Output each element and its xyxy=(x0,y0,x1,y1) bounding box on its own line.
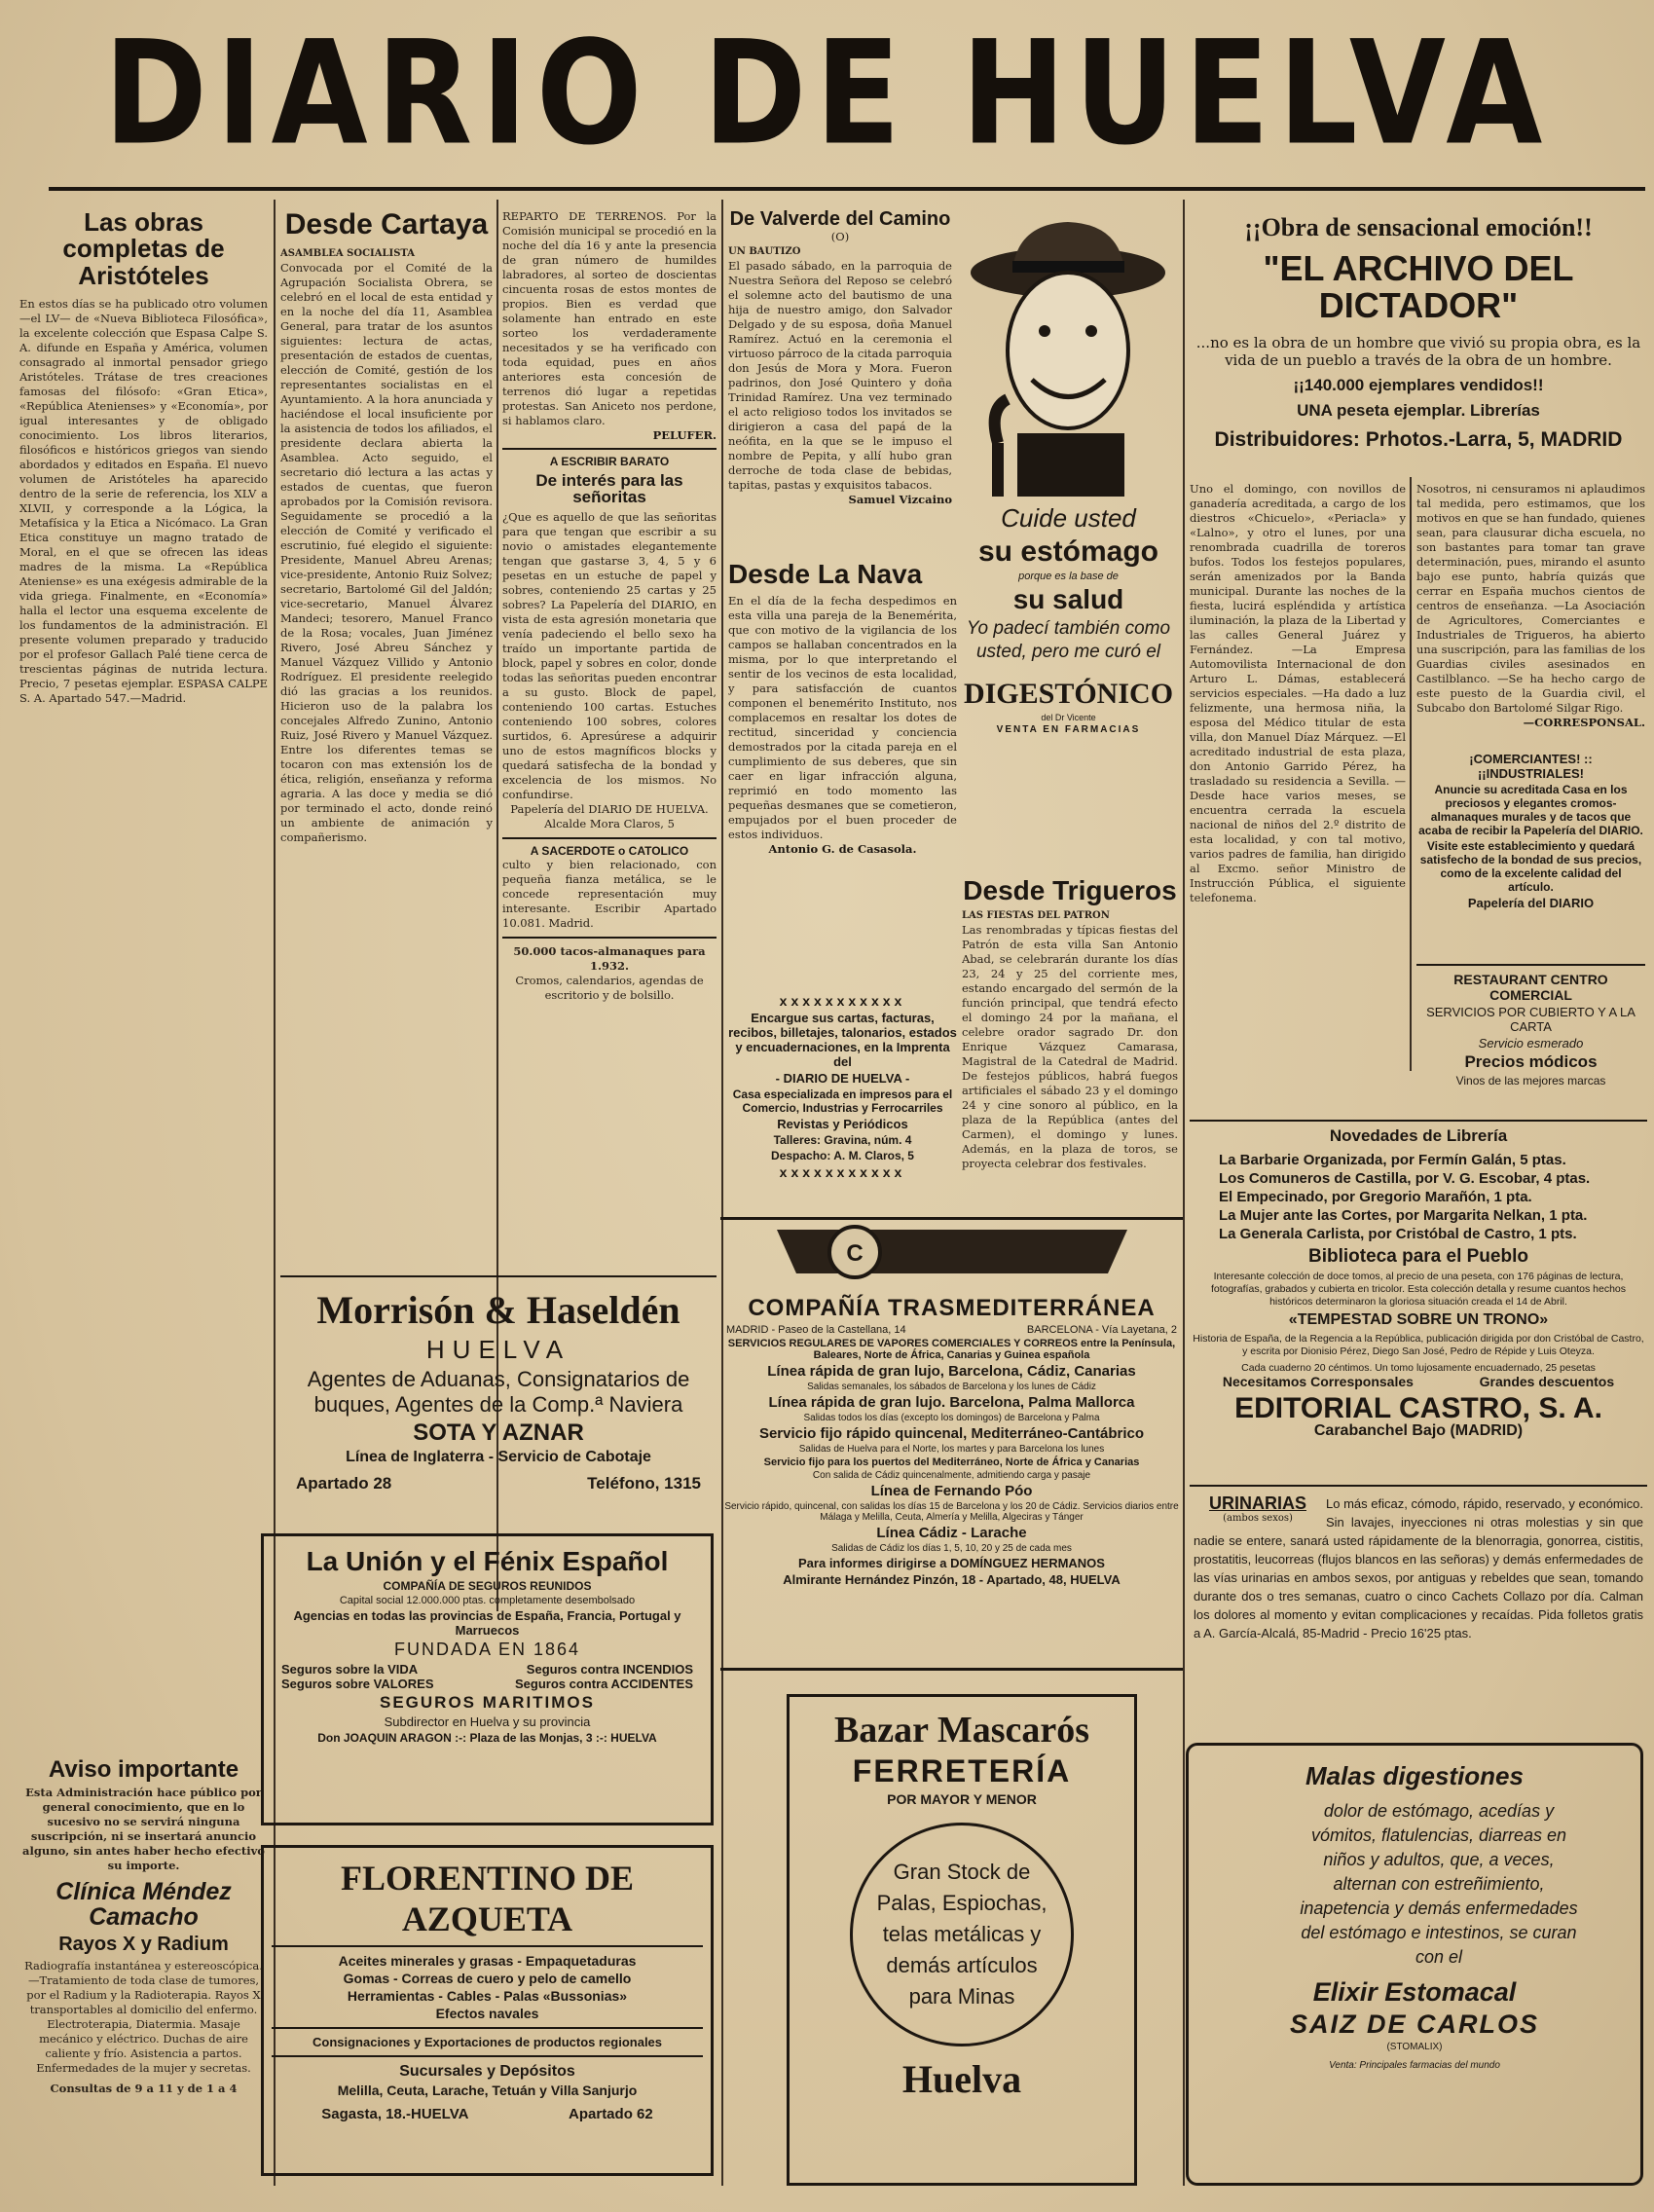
libreria-subtitle: Biblioteca para el Pueblo xyxy=(1308,1245,1528,1267)
azqueta-line6: Sucursales y Depósitos xyxy=(399,2063,575,2080)
restaurant-line3: Servicio esmerado xyxy=(1478,1036,1584,1051)
compania-addr-madrid: MADRID - Paseo de la Castellana, 14 xyxy=(726,1324,906,1336)
ad-imprenta xyxy=(728,993,957,1212)
ad-malas-digestiones xyxy=(1186,1743,1643,2186)
barato-body: ¿Que es aquello de que las señoritas para que tengan que escribir a su novio o amistades elegantemente tengan que gastarse 3, 4, 5 y 6 pesetas en un estuche de papel y sobres, conteniendo 25 cartas y 25 sobres? La Papelería del DIARIO, en vista de esta agresión monetaria que venía padeciendo el bello sexo ha traído un importante partida de block, papel y sobres en color, donde todas las señoritas pueden encontrar a su gusto. Block de papel, conteniendo 100 cartas. Estuches conteniendo 100 sobres, colores surtidos, 6. Apresúrese a adquirir uno de estos magníficos blocks y quedará satisfecha de la bondad y excelencia de los mismos. No confundirse. xyxy=(502,510,717,802)
union-line3: Agencias en todas las provincias de España, Francia, Portugal y Marruecos xyxy=(293,1608,681,1638)
azqueta-line5: Consignaciones y Exportaciones de productos regionales xyxy=(312,2035,663,2049)
trigueros-subhead: LAS FIESTAS DEL PATRON xyxy=(962,910,1110,922)
compania-line4: Línea rápida de gran lujo. Barcelona, Palma Mallorca xyxy=(768,1394,1135,1411)
compania-line13: Salidas de Cádiz los días 1, 5, 10, 20 y 25 de cada mes xyxy=(831,1543,1072,1554)
clinica-title: Clínica Méndez Camacho xyxy=(55,1879,232,1932)
azqueta-line8: Sagasta, 18.-HUELVA xyxy=(321,2106,469,2122)
bazar-line1: FERRETERÍA xyxy=(852,1753,1072,1788)
trigueros-continuation-right xyxy=(1416,482,1645,740)
malas-brand3: (STOMALIX) xyxy=(1386,2042,1443,2052)
bazar-name: Bazar Mascarós xyxy=(833,1710,1090,1751)
barato-address: Papelería del DIARIO DE HUELVA. Alcalde Mora Claros, 5 xyxy=(510,802,709,831)
azqueta-line9: Apartado 62 xyxy=(569,2106,653,2122)
libreria-book: «TEMPESTAD SOBRE UN TRONO» xyxy=(1288,1310,1549,1328)
ad-digestonico xyxy=(959,214,1178,852)
morrison-city: HUELVA xyxy=(425,1335,571,1364)
svg-text:C: C xyxy=(845,1240,864,1267)
restaurant-line2: SERVICIOS POR CUBIERTO Y A LA CARTA xyxy=(1426,1005,1636,1034)
trigueros-continuation xyxy=(1190,482,1406,1071)
article-nava xyxy=(728,560,957,988)
libreria-publisher: EDITORIAL CASTRO, S. A. xyxy=(1234,1391,1602,1424)
bazar-line2: POR MAYOR Y MENOR xyxy=(887,1791,1037,1807)
decorative-x-border: xxxxxxxxxxx xyxy=(779,993,906,1009)
union-line2: Capital social 12.000.000 ptas. completamente desembolsado xyxy=(339,1595,636,1606)
azqueta-line2: Gomas - Correas de cuero y pelo de camello xyxy=(343,1971,632,1986)
compania-line10: Línea de Fernando Póo xyxy=(870,1483,1033,1499)
trigueros-continued-right: Nosotros, ni censuramos ni aplaudimos tal medida, pero estimamos, que los motivos en que se han fundado, quienes sean, para clausurar dicha escuela, no son bastantes para tomar tan grave determinación, pues, mirando el asunto bajo ese punto, habría quizás que cerrar en España muchos cientos de centros de enseñanza. —La Asociación de Agricultores, Comerciantes e Industriales de Trigueros, ha abierto una suscripción, para las familias de los Guardias civiles asesinados en Castilblanco. —Se ha hecho cargo de este puesto de la Guardia civil, el Subcabo don Bartolomé Silgar Rigo. xyxy=(1416,482,1645,715)
union-seguro-accidentes: Seguros contra ACCIDENTES xyxy=(515,1677,693,1691)
digestonico-brand: DIGESTÓNICO xyxy=(963,678,1174,710)
compania-line14: Para informes dirigirse a DOMÍNGUEZ HERMANOS xyxy=(798,1556,1105,1570)
libreria-item: La Barbarie Organizada, por Fermín Galán, 5 ptas. xyxy=(1219,1151,1566,1168)
azqueta-line3: Herramientas - Cables - Palas «Bussonias» xyxy=(347,1988,628,2004)
ad-union-fenix xyxy=(261,1533,714,1825)
libreria-need: Necesitamos Corresponsales xyxy=(1222,1373,1414,1389)
compania-line1: SERVICIOS REGULARES DE VAPORES COMERCIALES Y CORREOS entre la Península, Baleares, Norte de África, Canarias y Guinea española xyxy=(727,1338,1176,1361)
clinica-hours: Consultas de 9 a 11 y de 1 a 4 xyxy=(50,2081,238,2095)
compania-line7: Salidas de Huelva para el Norte, los martes y para Barcelona los lunes xyxy=(798,1444,1105,1455)
urinarias-subtitle: (ambos sexos) xyxy=(1223,1512,1293,1524)
imprenta-line3: Casa especializada en impresos para el Comercio, Industrias y Ferrocarriles xyxy=(732,1088,953,1115)
union-seguro-valores: Seguros sobre VALORES xyxy=(281,1677,434,1691)
ad-clinica xyxy=(19,1879,268,2191)
column-three xyxy=(502,209,717,1319)
imprenta-line2: - DIARIO DE HUELVA - xyxy=(775,1071,910,1086)
compania-addr-barcelona: BARCELONA - Vía Layetana, 2 xyxy=(1026,1324,1177,1336)
aviso-title: Aviso importante xyxy=(48,1757,239,1783)
digestonico-maker: del Dr Vicente xyxy=(1041,713,1096,722)
ad-restaurant xyxy=(1416,964,1645,1112)
restaurant-line4: Precios módicos xyxy=(1464,1052,1598,1071)
cartaya-title: Desde Cartaya xyxy=(284,209,489,240)
barato-title: De interés para las señoritas xyxy=(535,470,683,507)
union-line1: COMPAÑÍA DE SEGUROS REUNIDOS xyxy=(383,1579,592,1593)
libreria-item: El Empecinado, por Gregorio Marañón, 1 pta. xyxy=(1219,1188,1532,1205)
compania-line3: Salidas semanales, los sábados de Barcelona y los lunes de Cádiz xyxy=(807,1382,1096,1392)
malas-foot: Venta: Principales farmacias del mundo xyxy=(1329,2060,1500,2071)
archivo-line3: ...no es la obra de un hombre que vivió su propia obra, es la vida de un pueblo a través de la obra de un hombre. xyxy=(1195,333,1641,369)
article-cartaya xyxy=(280,209,493,1319)
compania-line12: Línea Cádiz - Larache xyxy=(876,1525,1027,1541)
digestonico-line5: Yo padecí también como usted, pero me curó el xyxy=(966,618,1171,662)
archivo-line4: ¡¡140.000 ejemplares vendidos!! xyxy=(1293,375,1544,394)
comerciantes-line2: Anuncie su acreditada Casa en los preciosos y elegantes cromos-almanaques murales y de tacos que acaba de recibir la Papelería del DIARIO. xyxy=(1418,783,1643,837)
archivo-line2: "EL ARCHIVO DEL DICTADOR" xyxy=(1263,248,1574,326)
azqueta-line7: Melilla, Ceuta, Larache, Tetuán y Villa Sanjurjo xyxy=(337,2083,638,2098)
compania-line6: Servicio fijo rápido quincenal, Mediterráneo-Cantábrico xyxy=(758,1425,1145,1442)
bazar-city: Huelva xyxy=(901,2057,1022,2101)
urinarias-title: URINARIAS xyxy=(1208,1493,1306,1513)
morrison-telefono: Teléfono, 1315 xyxy=(587,1474,701,1493)
man-with-hat-illustration xyxy=(959,214,1178,497)
aviso-body: Esta Administración hace público por general conocimiento, que en lo sucesivo no se servirá ninguna suscripción, ni se insertará anuncio alguno, sin antes haber hecho efectivo su importe. xyxy=(22,1786,265,1873)
ad-libreria xyxy=(1190,1120,1647,1482)
malas-brand1: Elixir Estomacal xyxy=(1312,1977,1517,2007)
restaurant-line1: RESTAURANT CENTRO COMERCIAL xyxy=(1453,972,1608,1003)
azqueta-line4: Efectos navales xyxy=(435,2006,539,2021)
trigueros-continued-left: Uno el domingo, con novillos de ganadería acreditada, a cargo de los diestros «Chicuelo», «Periacla» y «Lalno», y otro el lunes, por una renombrada cuadrilla de toreros bufos. Todos los festejos populares, serán amenizados por la Banda municipal. Durante las noches de la fiesta, lucirá espléndida y artística iluminación, la plaza de la Libertad y las calles General Juárez y Fernández. —La Empresa Automovilista Internacional de don Arturo L. Dámas, establecerá servicios especiales. —Ha dado a luz felizmente, una hermosa niña, la esposa del Médico titular de esta villa, don Manuel Díaz Márquez. —El acreditado industrial de esta plaza, don Antonio Garrido Pérez, ha trasladado su residencia a Sevilla. —Desde hace varios meses, se encuentra cerrada la escuela nacional de niños del 2.º distrito de esta localidad, y con tal motivo, varios padres de familia, han dirigido al Excmo. señor Ministro de Instrucción Pública, el siguiente telefonema. xyxy=(1190,482,1406,904)
ad-compania xyxy=(720,1217,1183,1671)
compania-line9: Con salida de Cádiz quincenalmente, admitiendo carga y pasaje xyxy=(812,1470,1091,1481)
libreria-title: Novedades de Librería xyxy=(1329,1126,1508,1145)
tacos-line: 50.000 tacos-almanaques para 1.932. xyxy=(513,943,706,973)
sacerdote-title: A SACERDOTE o CATOLICO xyxy=(530,844,689,859)
malas-body: dolor de estómago, acedías y vómitos, flatulencias, diarreas en niños y adultos, que, a veces, alternan con estreñimiento, inapetencia y demás enfermedades del estómago e intestinos, se curan con el xyxy=(1300,1801,1578,1967)
sacerdote-body: culto y bien relacionado, con pequeña fianza metálica, se le concede representación muy interesante. Escribir Apartado 10.081. Madrid. xyxy=(502,857,717,930)
archivo-line6: Distribuidores: Prhotos.-Larra, 5, MADRID xyxy=(1214,427,1623,451)
article-trigueros xyxy=(962,876,1178,1212)
valverde-title: De Valverde del Camino xyxy=(729,209,951,230)
comerciantes-line4: Papelería del DIARIO xyxy=(1467,896,1595,910)
compania-line5: Salidas todos los días (excepto los domingos) de Barcelona y Palma xyxy=(803,1413,1100,1423)
column-rule xyxy=(1183,200,1185,2186)
clinica-subtitle: Rayos X y Radium xyxy=(58,1933,229,1955)
imprenta-line4: Revistas y Periódicos xyxy=(777,1117,908,1131)
azqueta-line1: Aceites minerales y grasas - Empaquetaduras xyxy=(338,1953,637,1969)
archivo-line1: ¡¡Obra de sensacional emoción!! xyxy=(1244,214,1593,241)
morrison-line3: Línea de Inglaterra - Servicio de Cabotaje xyxy=(346,1449,651,1465)
trigueros-title: Desde Trigueros xyxy=(963,876,1177,905)
libreria-item: La Generala Carlista, por Cristóbal de Castro, 1 pts. xyxy=(1219,1225,1577,1242)
compania-line15: Almirante Hernández Pinzón, 18 - Apartado, 48, HUELVA xyxy=(783,1572,1121,1587)
valverde-body: El pasado sábado, en la parroquia de Nuestra Señora del Reposo se celebró el solemne acto del bautismo de una hija de nuestro amigo, don Salvador Delgado y de su esposa, doña Manuel Ramírez. Actuó en la ceremonia el virtuoso párroco de la citada parroquia don Jesús de Mora y Mora. Fueron padrinos, don José Quintero y doña Trinidad Ramírez. Una vez terminado el acto religioso todos los invitados se dirigieron a casa del papá de la neófita, en la que se le impuso el nombre de Pepita, y allí hubo gran derroche de toda clase de bebidas, tapitas, pastas y exquisitos tabacos. xyxy=(728,259,952,492)
cartaya-subhead: ASAMBLEA SOCIALISTA xyxy=(280,247,416,259)
imprenta-line1: Encargue sus cartas, facturas, recibos, billetajes, talonarios, estados y encuadernaciones, en la Imprenta del xyxy=(728,1011,957,1069)
compania-line2: Línea rápida de gran lujo, Barcelona, Cádiz, Canarias xyxy=(767,1363,1136,1380)
morrison-line2: SOTA Y AZNAR xyxy=(413,1419,584,1446)
nava-body: En el día de la fecha despedimos en esta villa una pareja de la Benemérita, que con motivo de la vigilancia de los campos se hallaban concentrados en la misma, por lo que interpretando el sentir de los vecinos de esta localidad, y para satisfacción de cuantos componen el benemérito Instituto, nos complacemos en resaltar los dotes de rectitud, sinceridad y conciencia demostrados por la citada pareja en el cumplimiento de sus deberes, que sin caer en ligar infracción alguna, reprimió en todo momento las pequeñas desmanes que se cometieron, empujados por el buen proceder de estos individuos. xyxy=(728,594,957,842)
libreria-book-body: Historia de España, de la Regencia a la República, publicación dirigida por don Cristóbal de Castro, y escrita por Dionisio Pérez, Diego San José, Pedro de Répide y Luis Oteyza. xyxy=(1193,1332,1644,1357)
barato-kicker: A ESCRIBIR BARATO xyxy=(549,455,670,468)
imprenta-line6: Despacho: A. M. Claros, 5 xyxy=(771,1149,914,1162)
cartaya-body: Convocada por el Comité de la Agrupación Socialista Obrera, se celebró en el local de esta entidad y en la noche del día 11, Asamblea General, para tratar de los asuntos siguientes: lectura de actas, presentación de estados de cuentas, elección de Comité, gestión de los representantes socialistas en el Ayuntamiento. A la hora anunciada y haciéndose el local insuficiente por la asistencia de todos los afiliados, el presidente declara abierta la Asamblea. Acto seguido, el secretario dió lectura a las actas y estados de cuentas, que fueron aprobados por la Comisión revisora. Seguidamente se procedió a la elección de Comité y verificado el escrutinio, fué elegido el siguiente: Presidente, Manuel Abreu Arenas; vice-presidente, Antonio Ruiz Solvez; secretario, Bartolomé Gil del Jaldón; vice-secretario, Manuel Álvarez Mandeci; tesorero, Manuel Franco de la Rosa; vocales, Juan Jiménez Rivero, José Abreu Sánchez y Manuel Vázquez Villido y Antonio Rodríguez. El presidente reelegido dió las gracias a los reunidos. Hicieron uso de la palabra los concejales Alfredo Zunino, Antonio Ruiz, José Rivero y Manuel Vázquez. Entre los diferentes temas se tocaron con mas extensión los de ética, religión, enseñanza y reforma agraria. A las doce y media se dió por terminado el acto, donde reinó un ambiente de animación y compañerismo. xyxy=(280,260,493,844)
ad-morrison xyxy=(280,1275,717,1511)
libreria-body: Interesante colección de doce tomos, al precio de una peseta, con 176 páginas de lectura, fotografías, grabados y cubierta en tricolor. Esta colección detalla y resume cuantos hechos históricos determinaron la gloriosa situación creada el 14 de Abril. xyxy=(1210,1270,1627,1308)
union-name: La Unión y el Fénix Español xyxy=(306,1546,669,1576)
digestonico-sale: VENTA EN FARMACIAS xyxy=(996,724,1141,735)
libreria-item: Los Comuneros de Castilla, por V. G. Escobar, 4 ptas. xyxy=(1219,1169,1591,1187)
decorative-x-border: xxxxxxxxxxx xyxy=(779,1164,906,1180)
column-rule xyxy=(1410,477,1412,1071)
masthead-rule xyxy=(49,187,1645,191)
ad-comerciantes xyxy=(1416,750,1645,954)
libreria-discount: Grandes descuentos xyxy=(1479,1373,1615,1389)
nava-signature: Antonio G. de Casasola. xyxy=(768,842,917,857)
digestonico-line2: su estómago xyxy=(977,535,1159,568)
libreria-item: La Mujer ante las Cortes, por Margarita Nelkan, 1 pta. xyxy=(1219,1206,1588,1224)
article-title: Las obras completas de Aristóteles xyxy=(62,209,225,290)
union-seguro-vida: Seguros sobre la VIDA xyxy=(281,1662,419,1677)
restaurant-line5: Vinos de las mejores marcas xyxy=(1455,1074,1606,1088)
imprenta-line5: Talleres: Gravina, núm. 4 xyxy=(773,1133,912,1147)
cromos-line: Cromos, calendarios, agendas de escritorio y de bolsillo. xyxy=(515,973,704,1002)
union-line5: Subdirector en Huelva y su provincia xyxy=(384,1714,591,1729)
union-line6: Don JOAQUIN ARAGON :-: Plaza de las Monjas, 3 :-: HUELVA xyxy=(317,1731,657,1745)
valverde-signature: Samuel Vizcaino xyxy=(848,493,952,506)
malas-brand2: SAIZ DE CARLOS xyxy=(1289,2009,1539,2039)
bazar-line3: Gran Stock de Palas, Espiochas, telas metálicas y demás artículos para Minas xyxy=(876,1860,1048,2009)
union-seguro-incendios: Seguros contra INCENDIOS xyxy=(526,1662,693,1677)
nava-title: Desde La Nava xyxy=(728,560,923,589)
article-aristoteles xyxy=(19,209,268,1748)
column-rule xyxy=(721,200,723,2186)
morrison-line1: Agentes de Aduanas, Consignatarios de buques, Agentes de la Comp.ª Naviera xyxy=(307,1367,690,1417)
compania-line11: Servicio rápido, quincenal, con salidas los días 15 de Barcelona y los 20 de Cádiz. Servicios diarios entre Málaga y Melilla, Ceuta, Almería y Melilla, Algeciras y Tánger xyxy=(724,1501,1179,1523)
union-seguro-maritimos: SEGUROS MARITIMOS xyxy=(379,1693,595,1712)
libreria-price: Cada cuaderno 20 céntimos. Un tomo lujosamente encuadernado, 25 pesetas xyxy=(1241,1361,1596,1374)
ad-urinarias xyxy=(1190,1485,1647,1725)
morrison-name: Morrisón & Haseldén xyxy=(316,1288,680,1332)
ship-logo xyxy=(738,1220,1166,1288)
malas-title: Malas digestiones xyxy=(1305,1761,1524,1790)
comerciantes-line3: Visite este establecimiento y quedará satisfecho de la bondad de sus precios, como de la excelente calidad del artículo. xyxy=(1419,839,1642,894)
trigueros-signature: —CORRESPONSAL. xyxy=(1523,716,1645,729)
reparto-body: REPARTO DE TERRENOS. Por la Comisión municipal se procedió en la noche del día 16 y ante la presencia de gran número de humildes labradores, al sorteo de doscientas cincuenta rosas de estos montes de propios. Bien es verdad que solamente han entrado en este sorteo los verdaderamente necesitados y se ha verificado con toda equidad, pues en años anteriores esta concesión de terrenos dió lugar a repetidas protestas. San Aniceto nos perdone, si hablamos claro. xyxy=(502,209,717,427)
azqueta-name: FLORENTINO DE AZQUETA xyxy=(340,1859,635,1938)
compania-name: COMPAÑÍA TRASMEDITERRÁNEA xyxy=(748,1295,1156,1321)
comerciantes-line1: ¡COMERCIANTES! :: ¡¡INDUSTRIALES! xyxy=(1469,752,1593,781)
archivo-line5: UNA peseta ejemplar. Librerías xyxy=(1297,400,1540,420)
ad-azqueta xyxy=(261,1845,714,2176)
compania-line8: Servicio fijo para los puertos del Mediterráneo, Norte de África y Canarias xyxy=(763,1456,1140,1468)
trigueros-body: Las renombradas y típicas fiestas del Patrón de esta villa San Antonio Abad, se celebrarán durante los días 23, 24 y 25 del corriente mes, estando encargado del sermón de la función principal, que tendrá efecto el domingo 24 por la mañana, el celebre orador sagrado Dr. don Enrique Vázquez Camarasa, Magistral de la Catedral de Madrid. De festejos públicos, habrá fuegos artificiales el sábado 23 y el domingo 24 y cine sonoro al público, en la plaza de la República (antes del Carmen), el domingo y lunes. Además, en la plaza de toros, se proyecta celebrar dos festivales. xyxy=(962,923,1178,1171)
clinica-body: Radiografía instantánea y estereoscópica.—Tratamiento de toda clase de tumores, por el Radium y la Radioterapia. Rayos X transportables al domicilio del enfermo. Electroterapia, Diatermia. Masaje mecánico y eléctrico. Duchas de aire caliente y frío. Asistencia a partos. Enfermedades de la mujer y secretas. xyxy=(24,1958,263,2075)
masthead: DIARIO DE HUELVA xyxy=(103,10,1552,178)
article-body: En estos días se ha publicado otro volumen —el LV— de «Nueva Biblioteca Filosófica», la excelente colección que Espasa Calpe S. A. difunde en España y América, volumen consagrado al inmortal pensador griego Aristóteles. Trátase de tres creaciones famosas del filósofo: «Gran Etica», «República Atenienses» y «Economía», por igual interesantes y de obligado conocimiento. Los libros literarios, filosóficos e históricos griegos van siendo abordados y editados en España. El nuevo volumen de Aristóteles ha aparecido dentro de la serie de referencia, los XLV a XLVII, y corresponde a la Lógica, la Metafísica y la Etica a Nicómaco. La Gran Etica constituye un magno tratado de Moral, en el que se ofrecen las ideas madres de la misma. La «República Ateniense» es una exégesis admirable de la vida griega. Finalmente, en «Economía» halla el lector una esquema excelente de los fundamentos de la administración. El presente volumen preparado y traducido por el profesor Gallach Palé tiene cerca de trescientas páginas de nutrida lectura. Precio, 7 pesetas ejemplar. ESPASA CALPE S. A. Apartado 547.—Madrid. xyxy=(19,296,268,705)
valverde-separator: (O) xyxy=(830,230,850,243)
article-valverde xyxy=(728,209,952,555)
morrison-apartado: Apartado 28 xyxy=(296,1474,392,1493)
digestonico-line4: su salud xyxy=(1012,584,1124,614)
digestonico-line1: Cuide usted xyxy=(1001,503,1136,533)
ad-archivo-dictador xyxy=(1190,214,1647,472)
ad-bazar-mascaros xyxy=(787,1694,1137,2186)
libreria-city: Carabanchel Bajo (MADRID) xyxy=(1313,1422,1524,1440)
valverde-subhead: UN BAUTIZO xyxy=(728,246,801,257)
digestonico-line3: porque es la base de xyxy=(1018,571,1119,582)
urinarias-body: Lo más eficaz, cómodo, rápido, reservado, y económico. Sin lavajes, inyecciones ni otras molestias y sin que nadie se entere, sanará usted rápidamente de la blenorragia, gonorrea, cistitis, prostatitis, leucorreas (flujos blancos en las señoras) y demás enfermedades de las vías urinarias en ambos sexos, por antiguas y rebeldes que sean, tomando durante dos o tres semanas, cuatro o cinco Cachets Collazo por día. Calman los dolores al momento y evitan complicaciones y recaídas. Pida folletos gratis a A. García-Alcalá, 85-Madrid - Precio 16'25 ptas. xyxy=(1194,1496,1643,1641)
union-line4: FUNDADA EN 1864 xyxy=(393,1640,581,1659)
reparto-signature: PELUFER. xyxy=(652,428,717,442)
aviso-importante xyxy=(19,1757,268,1874)
